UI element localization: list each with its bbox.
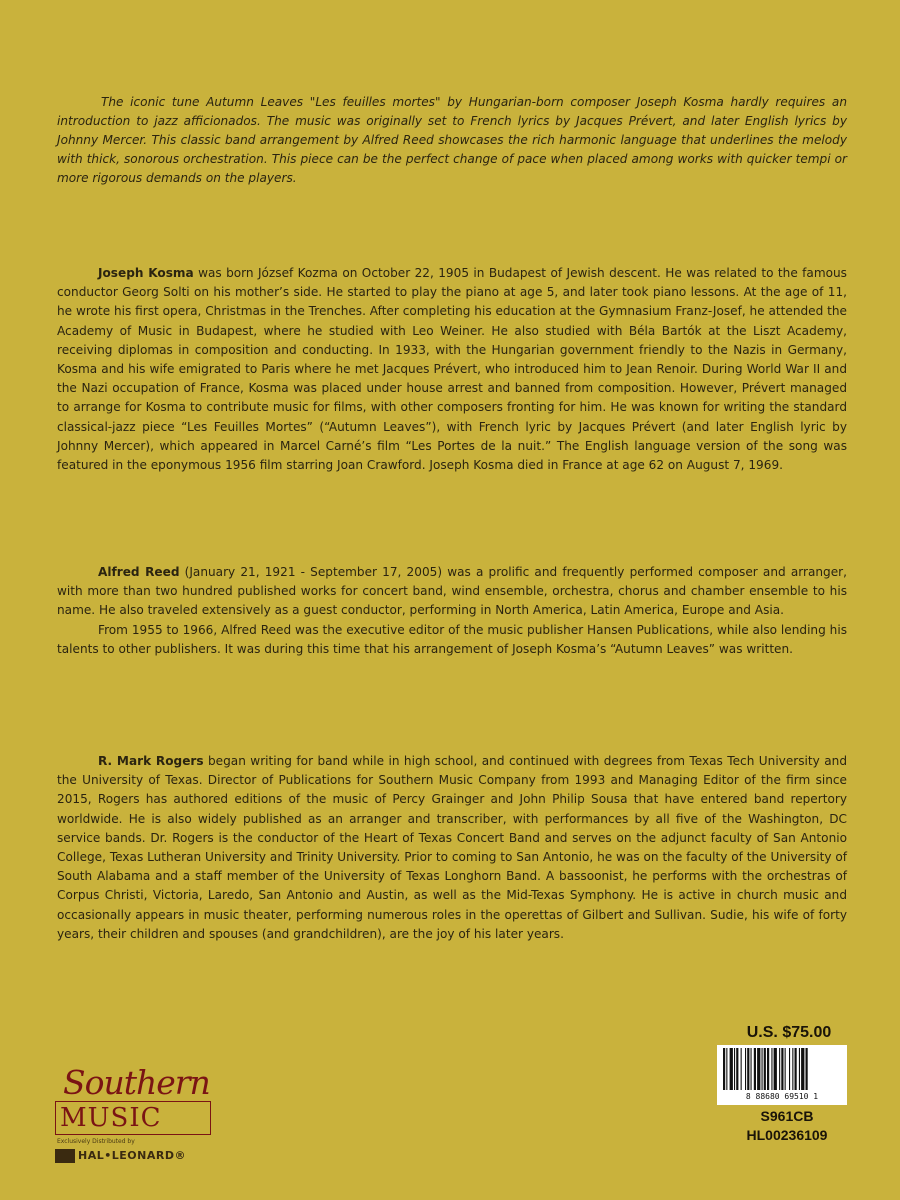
hal-leonard-logo [55, 1149, 215, 1163]
kosma-bio [57, 264, 847, 475]
hal-leonard-icon [55, 1149, 75, 1163]
barcode-bars-icon [721, 1048, 843, 1092]
barcode-number: 8 88680 69510 1 [745, 1092, 819, 1101]
reed-text: (January 21, 1921 - September 17, 2005) was a prolific and frequently performed composer and arranger, with more than two hundred published works for concert band, wind ensemble, orchestra, chorus and chamber ensemble to his name. He also traveled extensively as a guest conductor, performing in North America, Latin America, Europe and Asia. [57, 565, 847, 618]
kosma-name: Joseph Kosma [98, 266, 194, 280]
reed-text-2: From 1955 to 1966, Alfred Reed was the executive editor of the music publisher Hansen Publications, while also lending his talents to other publishers. It was during this time that his arrangement of Joseph Kosma’s “Autumn Leaves” was written. [57, 622, 847, 656]
intro-paragraph: The iconic tune Autumn Leaves "Les feuilles mortes" by Hungarian-born composer Joseph Kosma hardly requires an introduction to jazz afficionados. The music was originally set to French lyrics by Jacques Prévert, and later English lyrics by Johnny Mercer. This classic band arrangement by Alfred Reed showcases the rich harmonic language that underlines the melody with thick, sonorous orchestration. This piece can be the perfect change of pace when placed among works with quicker tempi or more rigorous demands on the players. [57, 95, 847, 185]
logo-distributor-text: Exclusively Distributed by [57, 1138, 135, 1145]
price-label: U.S. $75.00 [746, 1024, 832, 1041]
logo-music-box [55, 1101, 211, 1135]
rogers-name: R. Mark Rogers [98, 754, 204, 768]
reed-name: Alfred Reed [98, 565, 180, 579]
catalog-number: S961CB [760, 1108, 814, 1124]
rogers-text: began writing for band while in high school, and continued with degrees from Texas Tech University and the University of Texas. Director of Publications for Southern Music Company from 1993 and Managing Editor of the firm since 2015, Rogers has authored editions of the music of Percy Grainger and John Philip Sousa that have entered band repertory worldwide. He is also widely published as an arranger and transcriber, with performances by all five of the Washington, DC service bands. Dr. Rogers is the conductor of the Heart of Texas Concert Band and serves on the adjunct faculty of San Antonio College, Texas Lutheran University and Trinity University. Prior to coming to San Antonio, he was on the faculty of the University of South Alabama and a staff member of the University of Texas Longhorn Band. A bassoonist, he performs with the orchestras of Corpus Christi, Victoria, Laredo, San Antonio and Austin, as well as the Mid-Texas Symphony. He is active in church music and occasionally appears in music theater, performing numerous roles in the operettas of Gilbert and Sullivan. Sudie, his wife of forty years, their children and spouses (and grandchildren), are the joy of his later years. [57, 754, 847, 941]
hal-leonard-text: HAL•LEONARD® [78, 1149, 186, 1162]
southern-music-logo [55, 1063, 220, 1162]
logo-southern-text: Southern [63, 1063, 210, 1102]
reed-bio [57, 563, 847, 659]
hl-number: HL00236109 [746, 1127, 828, 1143]
barcode [717, 1045, 847, 1105]
kosma-text: was born József Kozma on October 22, 1905 in Budapest of Jewish descent. He was related to the famous conductor Georg Solti on his mother’s side. He started to play the piano at age 5, and later took piano lessons. At the age of 11, he wrote his first opera, Christmas in the Trenches. After completing his education at the Gymnasium Franz-Josef, he attended the Academy of Music in Budapest, where he studied with Leo Weiner. He also studied with Béla Bartók at the Liszt Academy, receiving diplomas in composition and conducting. In 1933, with the Hungarian government friendly to the Nazis in Germany, Kosma and his wife emigrated to Paris where he met Jacques Prévert, who introduced him to Jean Renoir. During World War II and the Nazi occupation of France, Kosma was placed under house arrest and banned from composition. However, Prévert managed to arrange for Kosma to contribute music for films, with other composers fronting for him. He was known for writing the standard classical-jazz piece “Les Feuilles Mortes” (“Autumn Leaves”), with French lyric by Jacques Prévert (and later English lyric by Johnny Mercer), which appeared in Marcel Carné’s film “Les Portes de la nuit.” The English language version of the song was featured in the eponymous 1956 film starring Joan Crawford. Joseph Kosma died in France at age 62 on August 7, 1969. [57, 266, 847, 473]
logo-music-text: MUSIC [60, 1103, 162, 1133]
rogers-bio [57, 752, 847, 944]
